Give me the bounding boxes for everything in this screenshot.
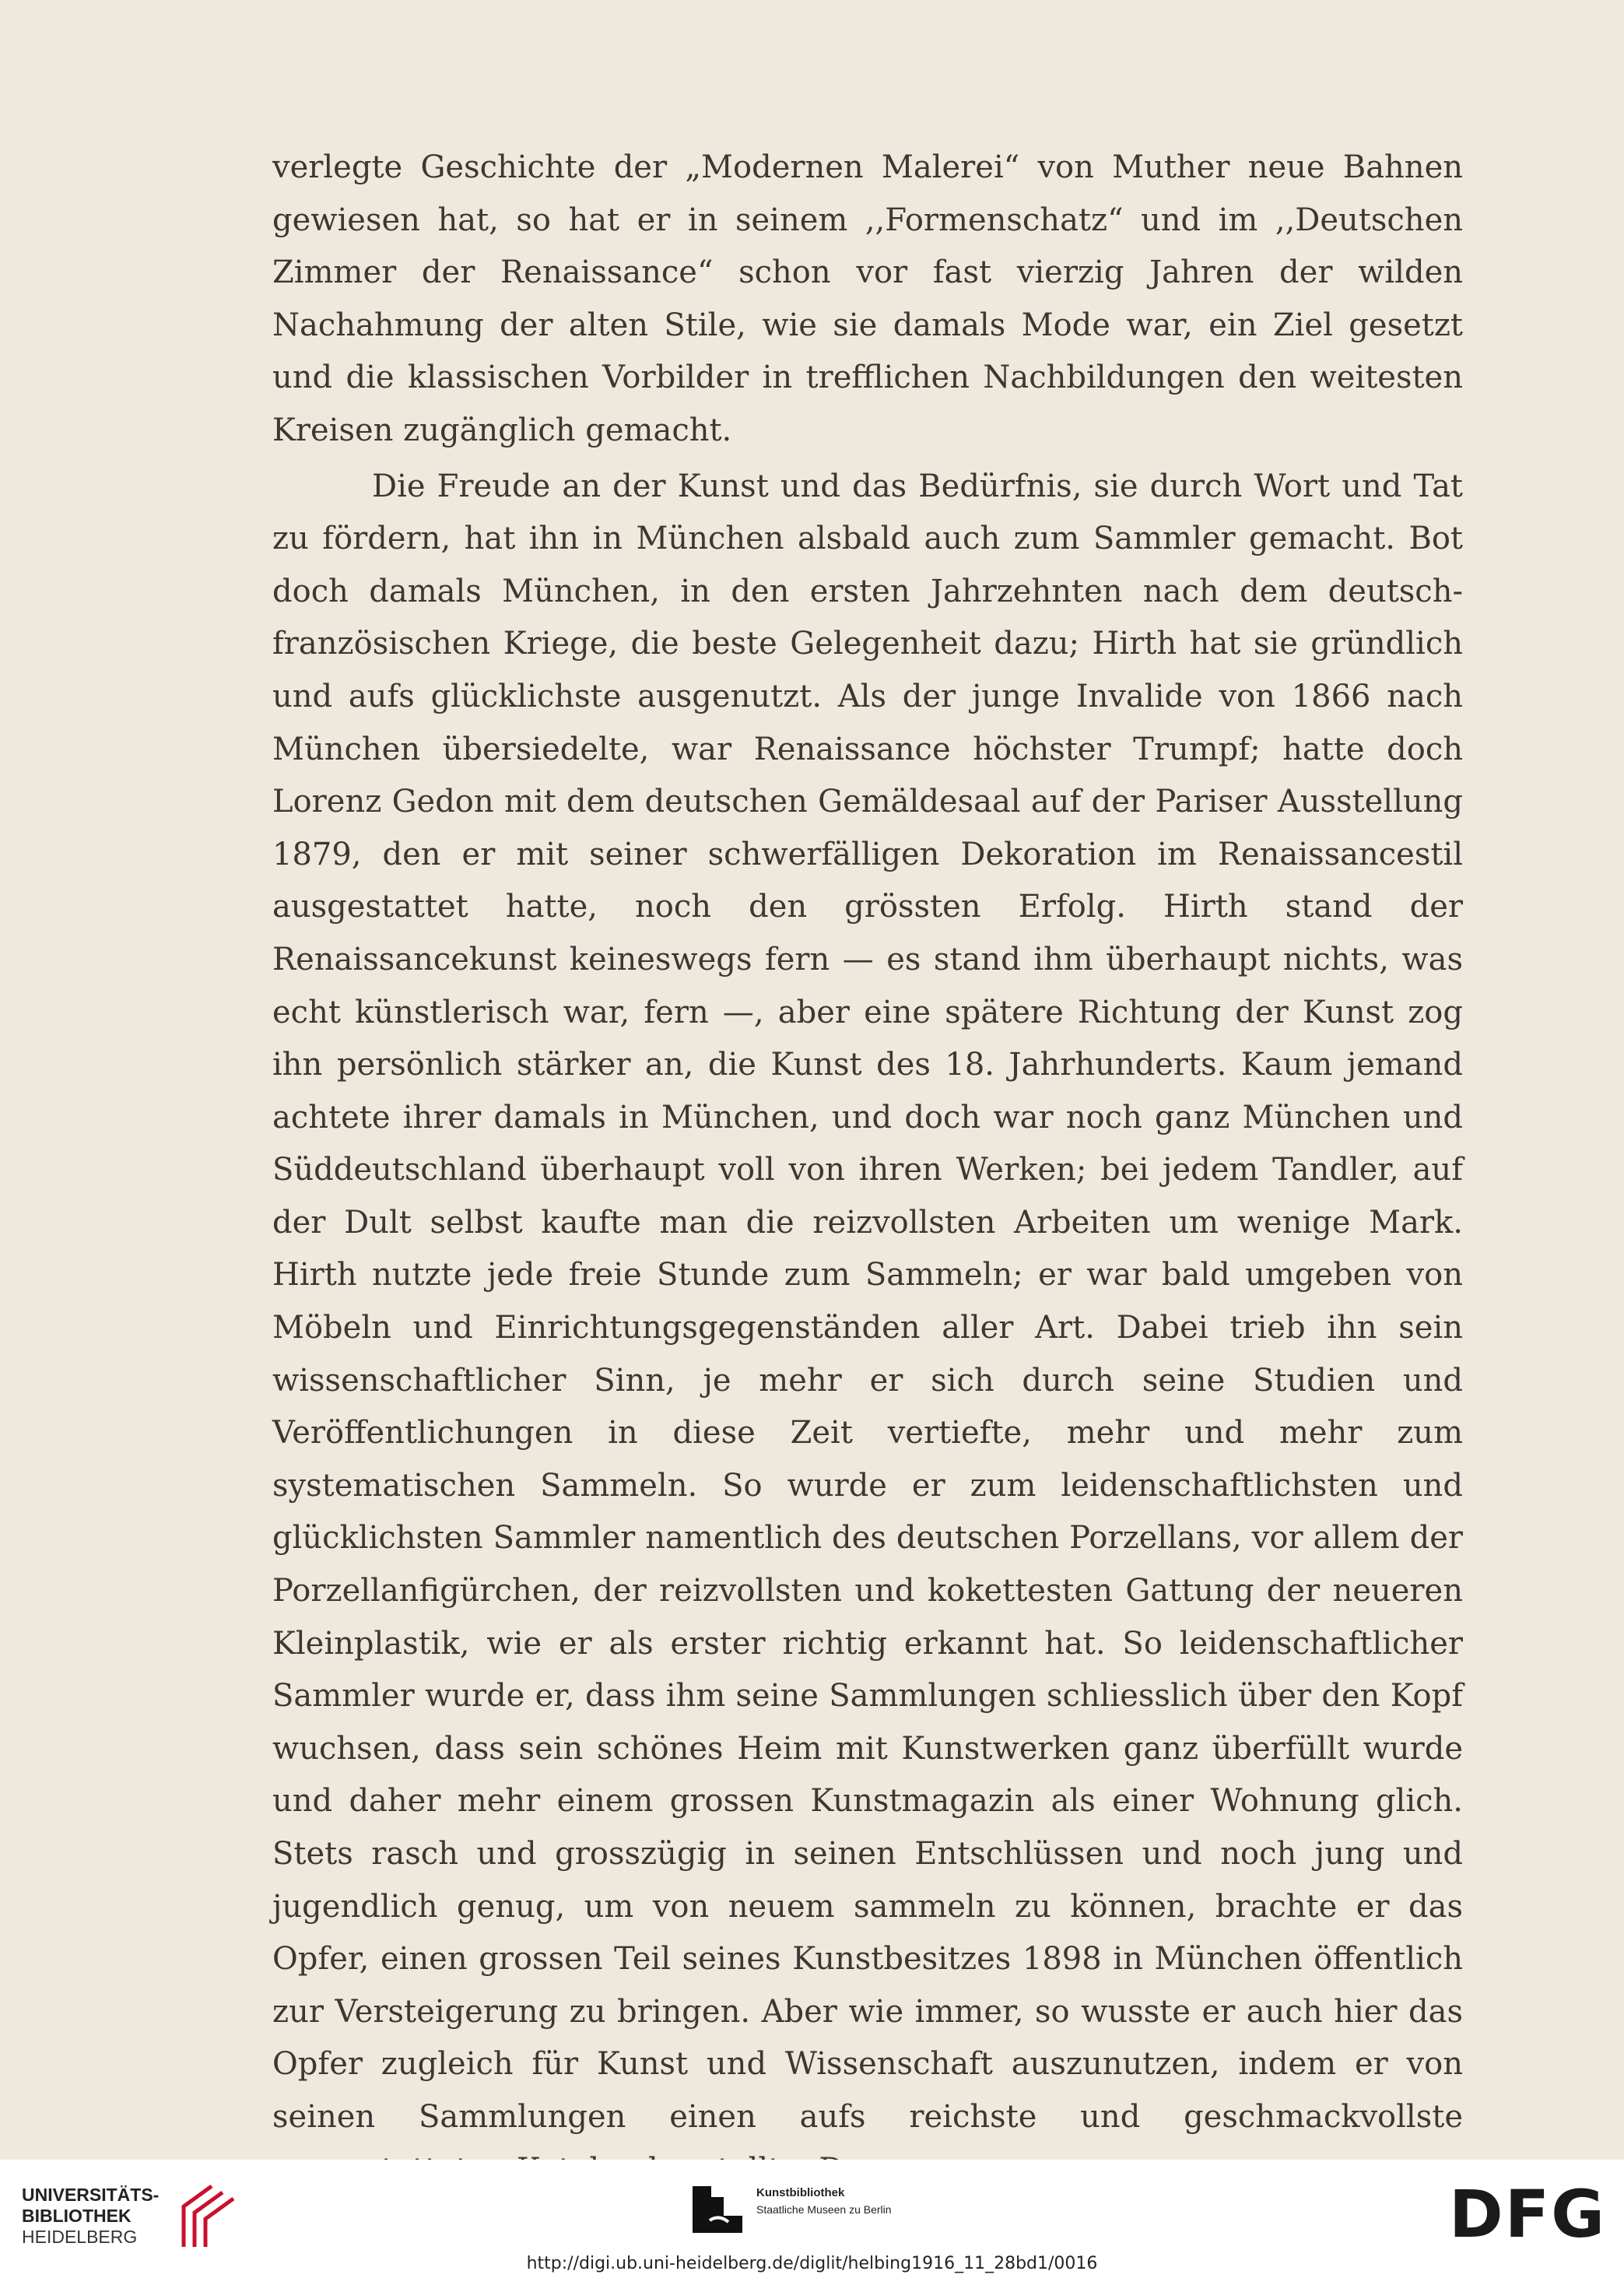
kunstbibliothek-mark-icon — [693, 2186, 747, 2233]
paragraph-1: verlegte Geschichte der „Modernen Malerei“ von Muther neue Bahnen gewiesen hat, so hat er in seinem ,,Formenschatz“ und im ,,Deutschen Zimmer der Renaissance“ schon vor fast vierzig Jahren der wilden Nachahmung der alten Stile, wie sie damals Mode war, ein Ziel gesetzt und die klassischen Vorbilder in trefflichen Nachbildungen den weitesten Kreisen zugänglich gemacht. — [272, 149, 1463, 448]
ub-logo-line-3: HEIDELBERG — [22, 2227, 138, 2247]
ub-mark-icon — [167, 2180, 244, 2250]
ub-heidelberg-wordmark — [22, 2185, 159, 2248]
body-text — [272, 142, 1463, 2196]
permalink-url[interactable]: http://digi.ub.uni-heidelberg.de/diglit/helbing1916_11_28bd1/0016 — [526, 2254, 1098, 2273]
kunstbibliothek-name: Kunstbibliothek — [756, 2186, 845, 2199]
paragraph-2: Die Freude an der Kunst und das Bedürfnis, sie durch Wort und Tat zu fördern, hat ihn in München alsbald auch zum Sammler gemacht. Bot doch damals München, in den ersten Jahrzehnten nach dem deutsch-französischen Kriege, die beste Gelegenheit dazu; Hirth hat sie gründlich und aufs glücklichste ausgenutzt. Als der junge Invalide von 1866 nach München übersiedelte, war Renaissance höchster Trumpf; hatte doch Lorenz Gedon mit dem deutschen Gemäldesaal auf der Pariser Ausstellung 1879, den er mit seiner schwerfälligen Dekoration im Renaissancestil ausgestattet hatte, noch den grössten Erfolg. Hirth stand der Renaissancekunst keineswegs fern — es stand ihm überhaupt nichts, was echt künstlerisch war, fern —, aber eine spätere Richtung der Kunst zog ihn persönlich stärker an, die Kunst des 18. Jahrhunderts. Kaum jemand achtete ihrer damals in München, und doch war noch ganz München und Süddeutschland überhaupt voll von ihren Werken; bei jedem Tandler, auf der Dult selbst kaufte man die reizvollsten Arbeiten um wenige Mark. Hirth nutzte jede freie Stunde zum Sammeln; er war bald umgeben von Möbeln und Einrichtungsgegenständen aller Art. Dabei trieb ihn sein wissenschaftlicher Sinn, je mehr er sich durch seine Studien und Veröffentlichungen in diese Zeit vertiefte, mehr und mehr zum systematischen Sammeln. So wurde er zum leidenschaftlichsten und glücklichsten Sammler namentlich des deutschen Porzellans, vor allem der Porzellanfigürchen, der reizvollsten und kokettesten Gattung der neueren Kleinplastik, wie er als erster richtig erkannt hat. So leidenschaftlicher Sammler wurde er, dass ihm seine Sammlungen schliesslich über den Kopf wuchsen, dass sein schönes Heim mit Kunstwerken ganz überfüllt wurde und daher mehr einem grossen Kunstmagazin als einer Wohnung glich. Stets rasch und grosszügig in seinen Entschlüssen und noch jung und jugendlich genug, um von neuem sammeln zu können, brachte er das Opfer, einen grossen Teil seines Kunstbesitzes 1898 in München öffentlich zur Versteigerung zu bringen. Aber wie immer, so wusste er auch hier das Opfer zugleich für Kunst und Wissenschaft auszunutzen, indem er von seinen Sammlungen einen aufs reichste und geschmackvollste — [272, 468, 1463, 2135]
dfg-logo[interactable]: DFG — [1449, 2176, 1607, 2252]
viewer-footer — [0, 2160, 1624, 2278]
ub-heidelberg-logo[interactable] — [22, 2180, 255, 2250]
kunstbibliothek-logo[interactable] — [693, 2181, 1004, 2244]
kunstbibliothek-subtitle: Staatliche Museen zu Berlin — [756, 2203, 892, 2216]
kunstbibliothek-wordmark — [756, 2185, 892, 2217]
ub-logo-line-1: UNIVERSITÄTS- — [22, 2185, 160, 2205]
ub-logo-line-2: BIBLIOTHEK — [22, 2206, 132, 2226]
